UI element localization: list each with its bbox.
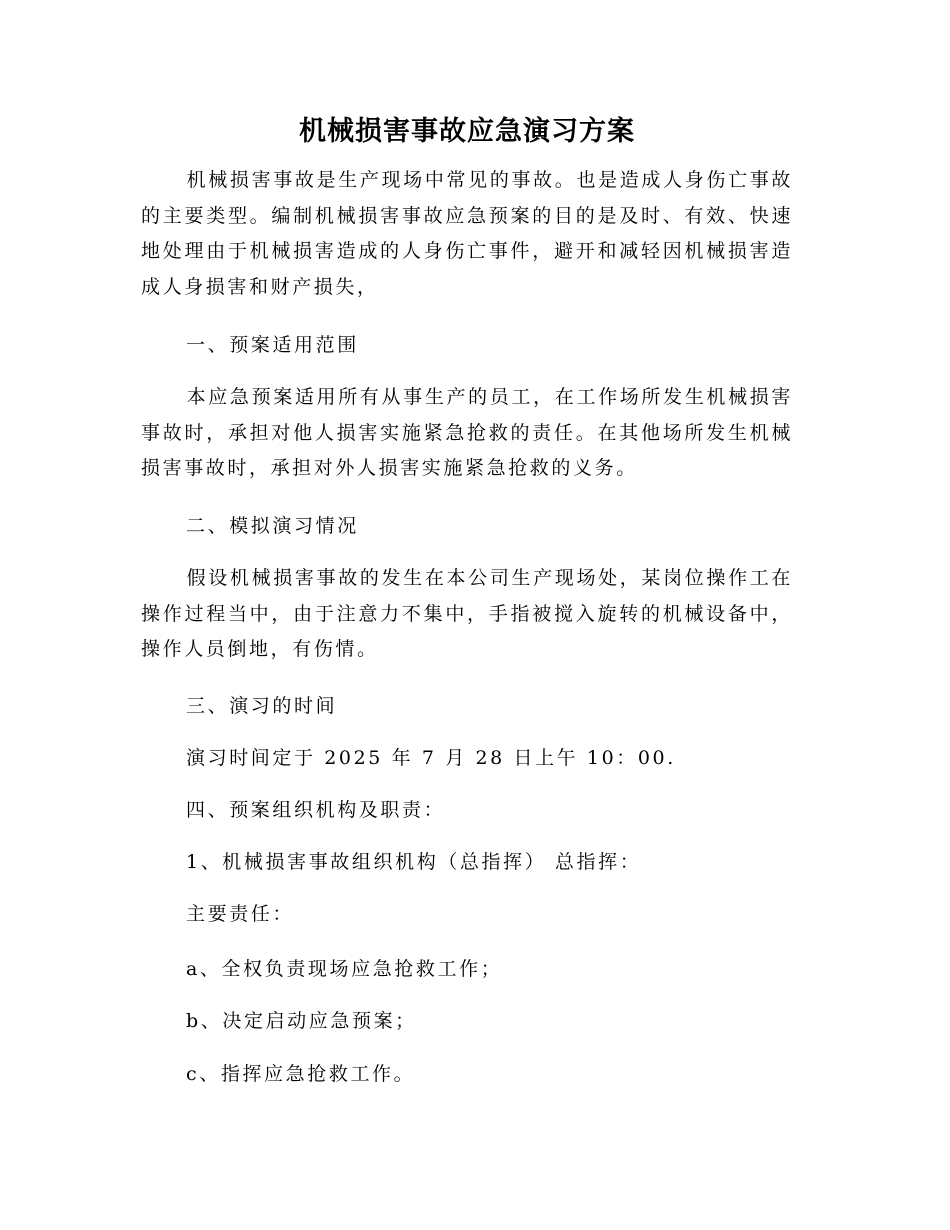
document-title: 机械损害事故应急演习方案 — [299, 116, 635, 147]
duty-a: a、全权负责现场应急抢救工作； — [186, 958, 503, 980]
section4-heading: 四、预案组织机构及职责： — [186, 799, 446, 821]
section2-body: 假设机械损害事故的发生在本公司生产现场处，某岗位操作工在操作过程当中，由于注意力不集中，手指被搅入旋转的机械设备中，操作人员倒地，有伤情。 — [141, 567, 793, 660]
section3-body: 演习时间定于 2025 年 7 月 28 日上午 10：00. — [186, 747, 676, 769]
intro-paragraph: 机械损害事故是生产现场中常见的事故。也是造成人身伤亡事故的主要类型。编制机械损害事故应急预案的目的是及时、有效、快速地处理由于机械损害造成的人身伤亡事件，避开和减轻因机械损害造成人身损害和财产损失， — [141, 169, 793, 298]
section1-body: 本应急预案适用所有从事生产的员工，在工作场所发生机械损害事故时，承担对他人损害实施紧急抢救的责任。在其他场所发生机械损害事故时，承担对外人损害实施紧急抢救的义务。 — [141, 386, 793, 479]
section2-heading: 二、模拟演习情况 — [186, 515, 359, 537]
item1-line: 1、机械损害事故组织机构（总指挥） 总指挥： — [186, 851, 642, 873]
section3-heading: 三、演习的时间 — [186, 695, 338, 717]
responsibilities-label: 主要责任： — [186, 903, 295, 925]
section1-heading: 一、预案适用范围 — [186, 334, 359, 356]
duty-b: b、决定启动应急预案； — [186, 1010, 417, 1032]
duty-c: c、指挥应急抢救工作。 — [186, 1063, 416, 1085]
